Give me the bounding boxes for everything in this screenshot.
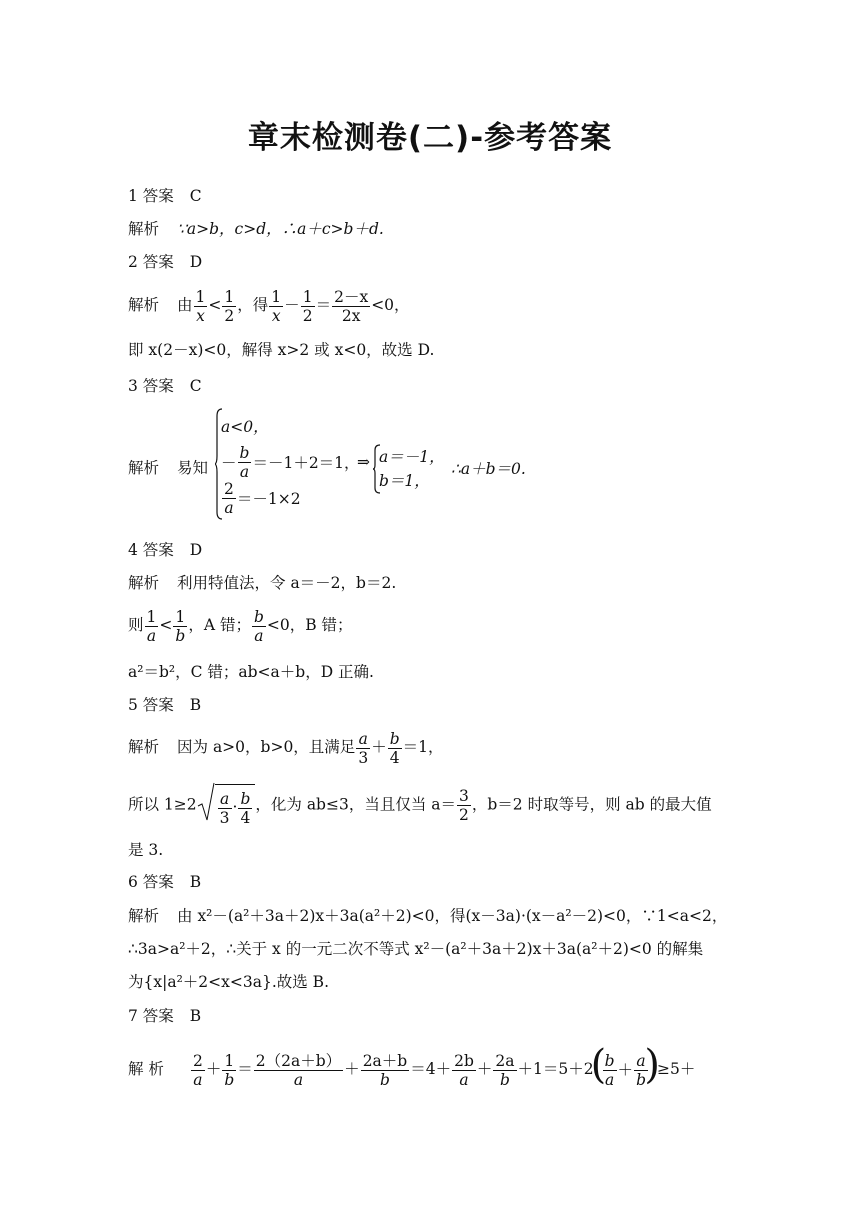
frac-den: b bbox=[175, 626, 186, 645]
q4-head: 4 答案 bbox=[128, 541, 174, 559]
q2-text: 由 bbox=[177, 296, 193, 314]
page-title: 章末检测卷(二)-参考答案 bbox=[247, 120, 613, 156]
frac-den: a bbox=[293, 1070, 304, 1089]
q2-fraction bbox=[301, 288, 315, 325]
case-row bbox=[221, 444, 360, 480]
q1-answer: C bbox=[189, 187, 202, 205]
q6-line2: ∴3a>a²＋2，∴关于 x 的一元二次不等式 x²－(a²＋3a＋2)x＋3a(a²＋2)<0 的解集 bbox=[128, 940, 704, 958]
q5-answer-line bbox=[128, 695, 201, 715]
q2-text: － bbox=[284, 296, 300, 314]
q7-analysis-line bbox=[128, 1041, 696, 1090]
q4-line3: a²＝b²，C 错；ab<a＋b，D 正确. bbox=[128, 663, 374, 681]
q5-text: ，化为 ab≤3，当且仅当 a＝ bbox=[255, 795, 456, 814]
q4-answer-line bbox=[128, 540, 202, 560]
q2-fraction bbox=[332, 288, 370, 325]
frac-num: 2 bbox=[224, 479, 234, 498]
q5-text: · bbox=[232, 798, 238, 816]
case-text: ＝－1＋2＝1， bbox=[252, 454, 360, 472]
q2-fraction bbox=[194, 288, 208, 325]
q1-analysis: ∵a>b，c>d，∴a＋c>b＋d. bbox=[177, 220, 384, 238]
frac-den: 2 bbox=[224, 306, 235, 325]
case-row bbox=[221, 408, 360, 444]
q5-fraction bbox=[218, 790, 232, 827]
frac-num: b bbox=[604, 1052, 615, 1071]
q2-text: ，得 bbox=[237, 296, 269, 314]
case-text: － bbox=[221, 454, 237, 472]
q4-line2 bbox=[128, 606, 353, 645]
frac-num: 1 bbox=[146, 607, 157, 626]
frac-num: 1 bbox=[302, 287, 313, 306]
q5-text: 所以 1≥2 bbox=[128, 795, 197, 814]
q5-head: 5 答案 bbox=[128, 696, 174, 714]
frac-num: a bbox=[356, 730, 370, 749]
q5-fraction bbox=[356, 730, 370, 767]
q5-text: 因为 a>0，b>0，且满足 bbox=[177, 738, 356, 756]
frac-den: 3 bbox=[219, 808, 230, 827]
q3-analysis-label: 解析 bbox=[128, 459, 160, 477]
frac-num: 1 bbox=[224, 287, 235, 306]
frac-den: a bbox=[239, 462, 250, 481]
q6-analysis-line bbox=[128, 906, 727, 926]
q5-text: ＋ bbox=[371, 738, 387, 756]
q6-head: 6 答案 bbox=[128, 873, 174, 891]
paren-group bbox=[590, 1041, 660, 1090]
q7-fraction bbox=[452, 1052, 476, 1089]
q4-text: ，A 错； bbox=[188, 616, 251, 634]
frac-den: x bbox=[271, 306, 281, 325]
q5-line3: 是 3. bbox=[128, 841, 164, 859]
frac-den: a bbox=[224, 498, 234, 517]
q5-text: ，b＝2 时取等号，则 ab 的最大值 bbox=[471, 795, 712, 814]
q5-analysis-label: 解析 bbox=[128, 738, 160, 756]
frac-den: 2x bbox=[341, 306, 361, 325]
frac-den: 3 bbox=[358, 748, 369, 767]
frac-num: 2a＋b bbox=[362, 1051, 408, 1070]
q2-fraction bbox=[222, 288, 236, 325]
sqrt-expression bbox=[197, 784, 256, 827]
frac-den: a bbox=[459, 1070, 469, 1089]
q2-head: 2 答案 bbox=[128, 253, 174, 271]
q2-text: ＝ bbox=[315, 296, 332, 314]
q5-fraction bbox=[238, 790, 252, 827]
q3-result: ∴a＋b＝0. bbox=[451, 460, 526, 478]
frac-den: b bbox=[224, 1070, 235, 1089]
q3-easy: 易知 bbox=[177, 459, 209, 477]
left-paren: ( bbox=[590, 1041, 607, 1088]
q7-answer: B bbox=[189, 1007, 202, 1025]
q6-analysis-label: 解析 bbox=[128, 907, 160, 925]
q3-answer: C bbox=[189, 377, 202, 395]
frac-num: a bbox=[634, 1052, 648, 1071]
frac-num: 1 bbox=[222, 1052, 236, 1071]
q4-text: 则 bbox=[128, 616, 144, 634]
case-text: a<0， bbox=[221, 418, 269, 436]
q5-fraction bbox=[388, 730, 402, 767]
q3-cases bbox=[221, 408, 360, 516]
q7-text: ≥5＋ bbox=[657, 1060, 696, 1078]
q4-fraction bbox=[173, 608, 187, 645]
q7-text: ＝4＋ bbox=[410, 1060, 452, 1078]
frac-den: 2 bbox=[459, 806, 469, 824]
frac-num: 2－x bbox=[334, 287, 369, 306]
case-fraction bbox=[222, 480, 236, 517]
q6-answer-line bbox=[128, 872, 201, 892]
q3-implies: ⇒ bbox=[357, 453, 370, 471]
q7-analysis-label: 解 析 bbox=[128, 1060, 164, 1078]
frac-num: 1 bbox=[271, 287, 282, 306]
q4-analysis-line bbox=[128, 573, 396, 593]
q3-answer-line bbox=[128, 376, 202, 396]
q3-head: 3 答案 bbox=[128, 377, 174, 395]
radical-sign-icon bbox=[197, 780, 215, 824]
q7-text: ＋ bbox=[205, 1060, 222, 1078]
right-paren: ) bbox=[644, 1041, 660, 1088]
frac-num: b bbox=[253, 607, 264, 626]
q7-fraction bbox=[493, 1052, 516, 1089]
q3-result-cases bbox=[379, 445, 445, 493]
frac-num: b bbox=[240, 789, 251, 808]
q2-answer-line bbox=[128, 252, 202, 272]
frac-num: b bbox=[239, 443, 250, 462]
q7-text: ＋ bbox=[617, 1060, 634, 1079]
frac-den: b bbox=[379, 1070, 390, 1089]
q7-fraction bbox=[361, 1052, 410, 1089]
q4-answer: D bbox=[189, 541, 203, 559]
frac-den: a bbox=[604, 1071, 615, 1090]
frac-den: 2 bbox=[302, 306, 313, 325]
frac-den: 4 bbox=[389, 748, 400, 767]
q4-text: <0，B 错； bbox=[266, 616, 353, 634]
q5-text: ＝1， bbox=[402, 738, 444, 756]
frac-den: a bbox=[146, 626, 157, 645]
frac-num: 2a bbox=[495, 1051, 515, 1070]
q2-answer: D bbox=[189, 253, 203, 271]
q1-answer-line bbox=[128, 186, 202, 206]
frac-den: a bbox=[193, 1070, 203, 1089]
case-text: b＝1， bbox=[379, 472, 430, 490]
q7-text: ＋ bbox=[476, 1060, 493, 1078]
frac-num: 1 bbox=[173, 608, 187, 627]
case-text: a＝－1， bbox=[379, 448, 445, 466]
frac-num: 2 bbox=[192, 1051, 203, 1070]
case-fraction bbox=[238, 444, 252, 481]
frac-num: 2b bbox=[454, 1051, 474, 1070]
q7-answer-line bbox=[128, 1006, 201, 1026]
q6-line1: 由 x²－(a²＋3a＋2)x＋3a(a²＋2)<0，得(x－3a)·(x－a²－2)<0，∵1<a<2， bbox=[177, 907, 728, 925]
q1-analysis-line bbox=[128, 219, 384, 239]
q2-fraction bbox=[269, 288, 283, 325]
frac-den: b bbox=[499, 1070, 510, 1089]
q4-fraction bbox=[252, 608, 266, 645]
q4-analysis: 利用特值法，令 a＝－2，b＝2. bbox=[177, 574, 397, 592]
frac-num: 3 bbox=[459, 787, 469, 805]
case-text: ＝－1×2 bbox=[236, 490, 301, 508]
q5-analysis-line bbox=[128, 728, 444, 767]
q2-text: <0， bbox=[371, 296, 410, 314]
q4-analysis-label: 解析 bbox=[128, 574, 160, 592]
q5-answer: B bbox=[189, 696, 202, 714]
q7-fraction bbox=[191, 1052, 205, 1089]
frac-den: a bbox=[254, 626, 264, 645]
frac-num: 2（2a＋b） bbox=[255, 1051, 342, 1070]
q7-text: ＋ bbox=[344, 1060, 360, 1078]
q1-analysis-label: 解析 bbox=[128, 220, 160, 238]
q7-text: ＝ bbox=[237, 1060, 253, 1078]
q1-head: 1 答案 bbox=[128, 187, 174, 205]
frac-den: b bbox=[636, 1071, 646, 1090]
q2-analysis-label: 解析 bbox=[128, 296, 160, 314]
q7-text: ＋1＝5＋2 bbox=[517, 1060, 594, 1078]
q5-line2 bbox=[128, 784, 712, 827]
frac-num: b bbox=[389, 729, 400, 748]
q2-text: < bbox=[208, 296, 222, 314]
frac-den: x bbox=[196, 306, 205, 325]
q7-fraction bbox=[222, 1052, 236, 1089]
q2-conclusion-line: 即 x(2－x)<0，解得 x>2 或 x<0，故选 D. bbox=[128, 341, 435, 359]
q4-text: < bbox=[159, 616, 173, 634]
radicand bbox=[215, 784, 256, 827]
frac-den: 4 bbox=[240, 808, 251, 827]
q4-fraction bbox=[145, 608, 159, 645]
q3-analysis-label-line bbox=[128, 458, 208, 478]
frac-num: a bbox=[218, 790, 232, 809]
q6-line3: 为{x|a²＋2<x<3a}.故选 B. bbox=[128, 973, 329, 991]
q7-fraction bbox=[254, 1052, 343, 1089]
q7-head: 7 答案 bbox=[128, 1007, 174, 1025]
q2-analysis-line bbox=[128, 286, 410, 325]
q6-answer: B bbox=[189, 873, 202, 891]
q5-fraction bbox=[457, 787, 471, 824]
case-row bbox=[221, 480, 360, 516]
frac-num: 1 bbox=[195, 287, 206, 306]
